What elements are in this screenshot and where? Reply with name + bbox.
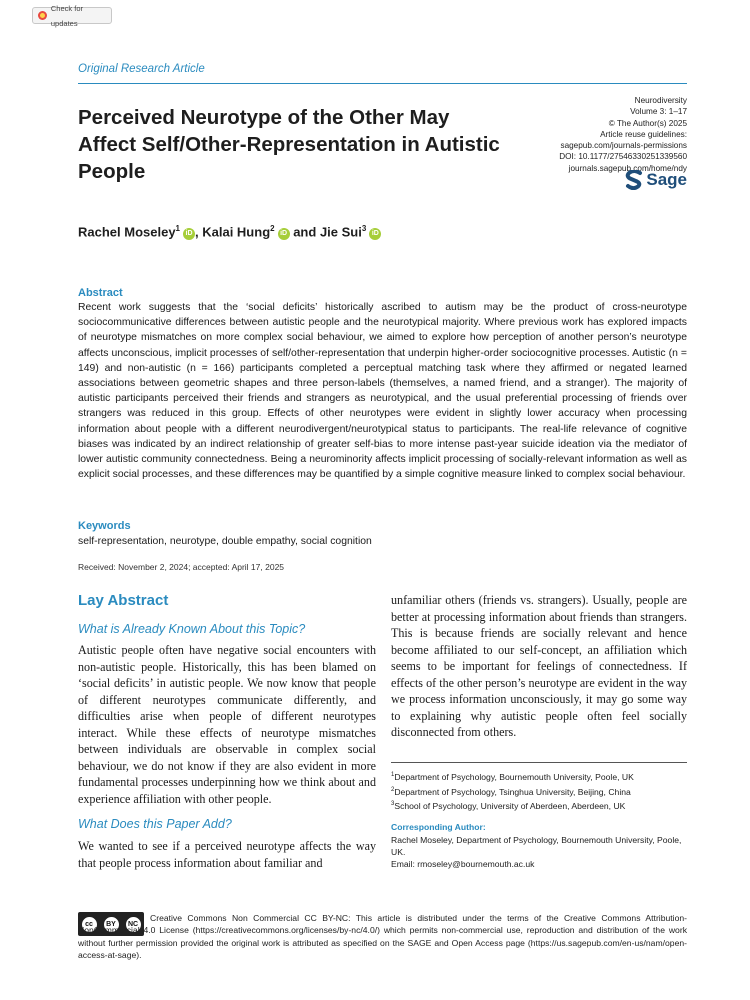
corresponding-email[interactable]: Email: rmoseley@bournemouth.ac.uk — [391, 859, 535, 869]
received-dates: Received: November 2, 2024; accepted: April 17, 2025 — [78, 562, 285, 572]
affiliation-text: School of Psychology, University of Aberdeen, Aberdeen, UK — [394, 800, 626, 811]
paper-adds-paragraph: We wanted to see if a perceived neurotype affects the way that people process information about familiar and — [78, 839, 376, 870]
abstract-text: Recent work suggests that the ‘social deficits’ historically ascribed to autism may be the product of cross-neurotype sociocommunicative differences between autistic people and the neurotypical majority. Where previous work has explored impacts of neurotype mismatches on more complex social behaviour, we aimed to explore how perception of another person’s neurotype affects unconscious, implicit processes of self/other-representation that underpin higher-order sociocognitive processes. Autistic (n = 149) and non-autistic (n = 166) participants completed a perceptual matching task where they affirmed or negated learned associations between geometric shapes and three person-labels (themselves, a named friend, and a stranger). The majority of autistic participants perceived their friends and strangers as neurotypical, and the usual preferential processing of friends over strangers was reduced in this group. Effects of other neurotypes were evident in slightly lower accuracy when processing information about people with a different neurodivergent/neurotypical status to participants. The real-life relevance of cognitive biases was indicated by an indirect relationship of greater self-bias to more intense past-year suicide ideation via the mediator of lower autistic community connectedness. Being a neurominority affects implicit processing of socially-relevant information as well as explicit social processes, and these differences may be quantified by a simple cognitive measure linked to complex social behaviour. — [78, 302, 687, 481]
keywords-text: self-representation, neurotype, double empathy, social cognition — [78, 536, 372, 547]
paper-adds-heading: What Does this Paper Add? — [78, 817, 232, 831]
doi-link[interactable]: DOI: 10.1177/27546330251339560 — [559, 152, 687, 162]
known-topic-paragraph: Autistic people often have negative social encounters with non-autistic people. Historically, this has been blamed on ‘social deficits’ in autistic people. We now know that people of different neurotypes communicate differently, and difficulties arise when people of different neurotypes interact. While these effects of neurotype mismatches between individuals are observable in complex social behaviour, we do not know if they are also evident in more fundamental processes underpinning how we think about and experience affiliation with other people. — [78, 643, 376, 806]
author-separator: and — [289, 224, 320, 240]
known-topic-heading: What is Already Known About this Topic? — [78, 622, 306, 636]
reuse-label: Article reuse guidelines: — [600, 129, 687, 139]
lay-abstract-heading: Lay Abstract — [78, 592, 169, 609]
publisher-name: Sage — [646, 170, 687, 189]
sage-logo — [625, 170, 687, 190]
author-list — [78, 224, 381, 240]
affiliation-item — [391, 784, 634, 799]
affiliation-text: Department of Psychology, Tsinghua University, Beijing, China — [394, 786, 631, 797]
affiliation-item — [391, 769, 634, 784]
header-divider — [78, 83, 687, 84]
affiliation-item — [391, 798, 634, 813]
journal-meta — [559, 95, 687, 174]
copyright: © The Author(s) 2025 — [608, 118, 687, 128]
sage-s-icon — [625, 170, 643, 190]
check-for-updates-button[interactable] — [32, 3, 112, 28]
affiliation-sup: 1 — [391, 772, 395, 778]
affiliation-sup: 3 — [391, 801, 395, 808]
author-name[interactable]: Kalai Hung — [202, 224, 271, 240]
author-affil-sup: 3 — [361, 224, 367, 233]
journal-volume: Volume 3: 1–17 — [630, 107, 687, 117]
cc-nc-icon: NC — [126, 917, 141, 932]
paper-adds-paragraph-continued: unfamiliar others (friends vs. strangers). Usually, people are better at processing information about friends than strangers. This is because friends are socially relevant and hence become affiliated to our self-concept, an affiliation which seems to be important for feelings of connectedness. If effects of the other person’s neurotype are evident in the way we process information unconsciously, it may go some way to explaining why autistic people often feel socially disconnected from others. — [391, 593, 687, 739]
author-separator: , — [195, 224, 203, 240]
keywords-heading: Keywords — [78, 520, 131, 532]
author-affil-sup: 1 — [175, 224, 180, 233]
author-name[interactable]: Rachel Moseley — [78, 224, 176, 240]
journal-name: Neurodiversity — [634, 96, 687, 105]
update-badge-icon — [38, 11, 47, 20]
affiliation-text: Department of Psychology, Bournemouth University, Poole, UK — [394, 771, 634, 782]
corresponding-address: Rachel Moseley, Department of Psychology, Bournemouth University, Poole, UK. — [391, 835, 682, 857]
affiliation-divider — [391, 762, 687, 763]
cc-by-icon: BY — [104, 917, 119, 932]
permissions-link[interactable]: sagepub.com/journals-permissions — [560, 141, 687, 151]
license-text: Creative Commons Non Commercial CC BY-NC: This article is distributed under the terms of the Creative Commons Attribution-NonCommercial 4.0 License (https://creativecommons.org/licenses/by-nc/4.0/) which permits non-commercial use, reproduction and distribution of the work without further permission provided the original work is attributed as specified on the SAGE and Open Access page (https://us.sagepub.com/en-us/nam/open-access-at-sage). — [78, 913, 687, 961]
orcid-icon[interactable]: iD — [278, 228, 290, 240]
check-for-updates-label: Check for updates — [50, 3, 83, 28]
corresponding-author-details — [391, 834, 687, 870]
journal-home-link[interactable]: journals.sagepub.com/home/ndy — [568, 163, 687, 173]
author-name[interactable]: Jie Sui — [319, 224, 362, 240]
corresponding-author-heading: Corresponding Author: — [391, 822, 486, 832]
article-type: Original Research Article — [78, 63, 205, 75]
orcid-icon[interactable]: iD — [183, 228, 195, 240]
affiliation-sup: 2 — [391, 786, 395, 793]
affiliation-list — [391, 769, 634, 813]
abstract-heading: Abstract — [78, 287, 123, 299]
orcid-icon[interactable]: iD — [369, 228, 381, 240]
author-affil-sup: 2 — [270, 224, 275, 233]
cc-icon: cc — [82, 917, 97, 932]
paper-title: Perceived Neurotype of the Other May Affect Self/Other-Representation in Autistic People — [78, 106, 500, 183]
